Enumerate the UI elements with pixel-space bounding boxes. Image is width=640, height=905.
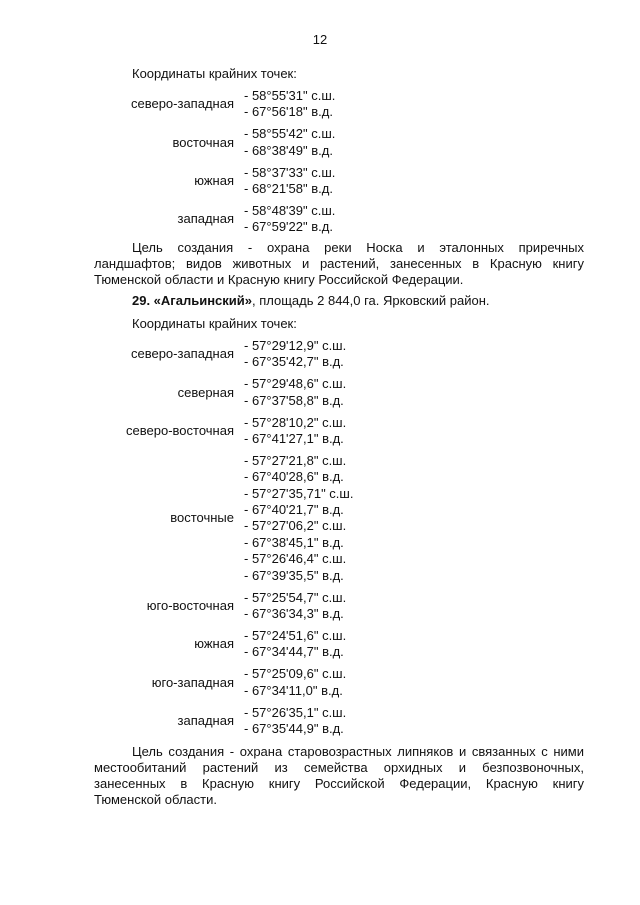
coord-value: - 67°38'45,1" в.д. <box>244 534 344 550</box>
coord-values <box>244 453 353 584</box>
direction-label: северная <box>177 384 234 400</box>
coord-value: - 57°29'12,9" с.ш. <box>244 338 347 353</box>
direction-label: южная <box>194 636 234 652</box>
direction-label: западная <box>177 211 234 227</box>
coord-value: - 67°34'44,7" в.д. <box>244 644 344 660</box>
coord-values <box>244 415 346 448</box>
coord-group <box>94 627 347 661</box>
direction-label: южная <box>194 172 234 188</box>
purpose-line: Цель создания - охрана реки Носка и эталонных приречных <box>132 240 584 255</box>
coord-group <box>94 589 347 623</box>
coord-group <box>94 338 347 371</box>
coord-value: - 67°41'27,1" в.д. <box>244 430 344 446</box>
coord-value: - 57°27'21,8" с.ш. <box>244 452 347 468</box>
coord-group <box>94 88 336 121</box>
purpose-line: занесенных в Красную книгу Российской Федерации, Красную книгу <box>94 776 584 791</box>
coord-values <box>244 338 346 371</box>
direction-label: юго-западная <box>151 674 234 690</box>
coord-value: - 58°55'31" с.ш. <box>244 88 336 103</box>
coord-values <box>244 666 346 699</box>
coord-value: - 68°21'58" в.д. <box>244 180 333 196</box>
coord-value: - 57°29'48,6" с.ш. <box>244 376 347 392</box>
coord-value: - 57°27'35,71" с.ш. <box>244 485 354 501</box>
coord-value: - 67°59'22" в.д. <box>244 219 333 235</box>
coord-group <box>94 164 336 198</box>
coord-values <box>244 628 346 661</box>
coord-value: - 57°28'10,2" с.ш. <box>244 414 347 430</box>
coord-value: - 57°25'54,7" с.ш. <box>244 589 347 605</box>
reserve-title <box>132 293 622 308</box>
coord-group <box>94 666 347 699</box>
coord-value: - 67°40'28,6" в.д. <box>244 469 344 485</box>
coord-value: - 58°48'39" с.ш. <box>244 202 336 218</box>
coord-value: - 67°35'44,9" в.д. <box>244 720 344 736</box>
coord-value: - 68°38'49" в.д. <box>244 142 333 158</box>
coord-values <box>244 203 335 236</box>
direction-label: восточные <box>170 510 234 526</box>
coord-values <box>244 88 335 121</box>
coord-value: - 57°26'46,4" с.ш. <box>244 551 347 567</box>
coord-value: - 67°56'18" в.д. <box>244 104 333 120</box>
purpose-line: местообитаний растений из семейства орхидных и безпозвоночных, <box>94 760 584 775</box>
purpose-line: ландшафтов; видов животных и растений, занесенных в Красную книгу <box>94 256 584 271</box>
direction-label: северо-восточная <box>126 422 234 438</box>
coord-group <box>94 376 347 409</box>
page-number: 12 <box>312 32 328 47</box>
coord-value: - 58°37'33" с.ш. <box>244 164 336 180</box>
direction-label: западная <box>177 712 234 728</box>
coord-values <box>244 590 346 623</box>
reserve-area: , площадь 2 844,0 га. Ярковский район. <box>252 293 490 308</box>
coord-value: - 67°35'42,7" в.д. <box>244 354 344 370</box>
direction-label: северо-западная <box>130 96 234 112</box>
coords-heading-2: Координаты крайних точек: <box>132 316 297 331</box>
coord-value: - 58°55'42" с.ш. <box>244 126 336 142</box>
direction-label: восточная <box>172 134 234 150</box>
coord-group <box>94 414 347 448</box>
coord-value: - 57°26'35,1" с.ш. <box>244 704 347 720</box>
coord-values <box>244 126 335 159</box>
purpose-line: Тюменской области и Красную книгу Российской Федерации. <box>94 272 464 287</box>
coord-value: - 67°39'35,5" в.д. <box>244 567 344 583</box>
coord-value: - 67°36'34,3" в.д. <box>244 605 344 621</box>
purpose-line: Цель создания - охрана старовозрастных липняков и связанных с ними <box>132 744 584 759</box>
coord-value: - 57°24'51,6" с.ш. <box>244 627 347 643</box>
coord-value: - 67°34'11,0" в.д. <box>244 682 343 698</box>
purpose-line: Тюменской области. <box>94 792 217 807</box>
direction-label: северо-западная <box>130 346 234 362</box>
coord-values <box>244 376 346 409</box>
reserve-name: 29. «Агальинский» <box>132 293 252 308</box>
coord-group <box>94 704 347 738</box>
coord-group <box>94 452 354 584</box>
coord-values <box>244 165 335 198</box>
coord-values <box>244 705 346 738</box>
coord-value: - 67°37'58,8" в.д. <box>244 392 344 408</box>
coord-value: - 67°40'21,7" в.д. <box>244 502 344 518</box>
direction-label: юго-восточная <box>146 597 234 613</box>
coord-group <box>94 202 336 236</box>
coord-value: - 57°25'09,6" с.ш. <box>244 666 347 682</box>
coords-heading-1: Координаты крайних точек: <box>132 66 297 81</box>
coord-group <box>94 126 336 159</box>
coord-value: - 57°27'06,2" с.ш. <box>244 518 347 534</box>
